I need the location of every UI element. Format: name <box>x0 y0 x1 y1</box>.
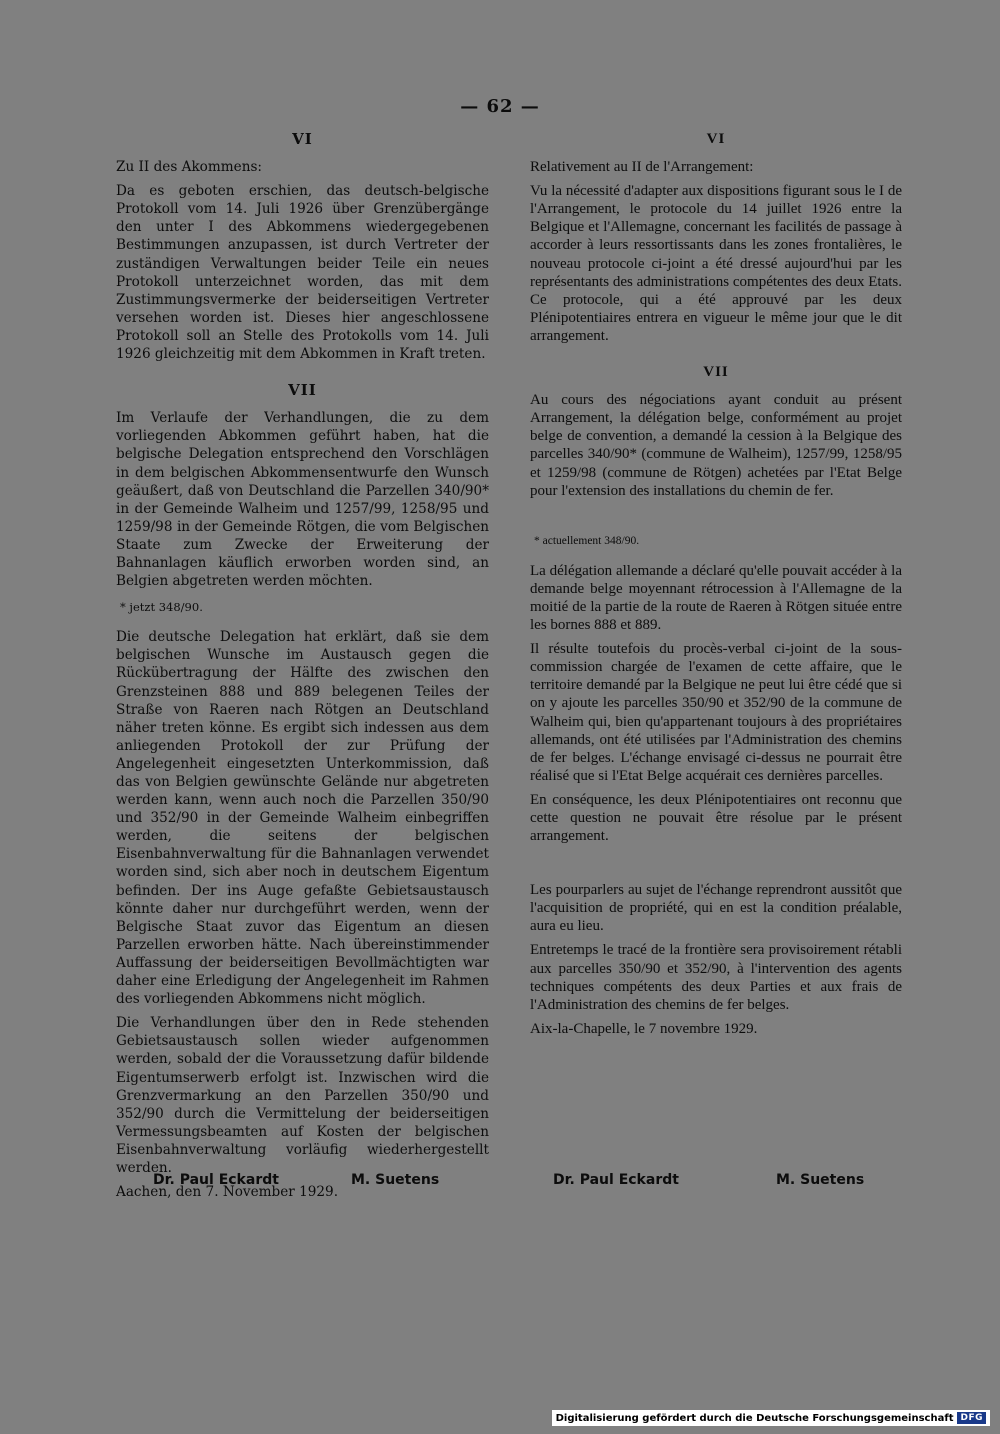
french-section-7-paragraph-3: Il résulte toutefois du procès-verbal ci-joint de la sous-commission chargée de l'examen de cette affaire, que le territoire demandé par la Belgique ne peut lui être cédé que si on y ajoute les parcelles 350/90 et 352/90 de la commune de Walheim qui, bien qu'appartenant toujours à des propriétaires allemands, ont été utilisées par l'Administration des chemins de fer belges. L'échange envisagé ci-dessus ne pourrait être réalisé que si l'Etat Belge acquérait ces dernières parcelles. <box>530 641 902 784</box>
german-section-7-paragraph-1: Im Verlaufe der Verhandlungen, die zu dem vorliegenden Abkommen geführt haben, hat die belgische Delegation entsprechend den Vorschlägen in dem belgischen Abkommensentwurfe den Wunsch geäußert, daß von Deutschland die Parzellen 340/90* in der Gemeinde Walheim und 1257/99, 1258/95 und 1259/98 in der Gemeinde Rötgen, die vom Belgischen Staate zum Zwecke der Erweiterung der Bahnanlagen käuflich erworben worden sind, an Belgien abgetreten werden möchten. <box>116 410 489 590</box>
german-section-7-title: VII <box>288 381 317 400</box>
french-section-7-paragraph-5: Les pourparlers au sujet de l'échange reprendront aussitôt que l'acquisition de propriété, qui en est la condition préalable, aura eu lieu. <box>530 882 902 935</box>
german-signature-suetens: M. Suetens <box>351 1172 440 1188</box>
german-section-6-intro: Zu II des Akommens: <box>116 159 263 176</box>
french-footnote: * actuellement 348/90. <box>534 534 640 547</box>
german-section-7-paragraph-3: Die Verhandlungen über den in Rede stehenden Gebietsaustausch sollen wieder aufgenommen werden, sobald der die Voraussetzung dafür bildende Eigentumserwerb erfolgt ist. Inzwischen wird die Grenzvermarkung an den Parzellen 350/90 und 352/90 durch die Vermittelung der beiderseitigen Vermessungsbeamten auf Kosten der belgischen Eisenbahnverwaltung vorläufig wiederhergestellt werden. <box>116 1015 489 1176</box>
german-date-line: Aachen, den 7. November 1929. <box>116 1184 339 1201</box>
french-section-6-title: VI <box>706 131 726 147</box>
dfg-logo: DFG <box>957 1412 986 1424</box>
french-section-7-paragraph-1: Au cours des négociations ayant conduit au présent Arrangement, la délégation belge, conformément au projet belge de convention, a demandé la cession à la Belgique des parcelles 340/90* (commune de Walheim), 1257/99, 1258/95 et 1259/98 (commune de Rötgen) achetées par l'Etat Belge pour l'extension des installations du chemin de fer. <box>530 392 902 499</box>
french-section-7-title: VII <box>703 364 729 381</box>
german-section-6-paragraph: Da es geboten erschien, das deutsch-belgische Protokoll vom 14. Juli 1926 über Grenzübergänge den unter I des Abkommens wiedergegebenen Bestimmungen anzupassen, ist durch Vertreter der zuständigen Verwaltungen beider Teile ein neues Protokoll unterzeichnet worden, das mit dem Zustimmungsvermerke der beiderseitigen Vertreter versehen worden ist. Dieses hier angeschlossene Protokoll soll an Stelle des Protokolls vom 14. Juli 1926 gleichzeitig mit dem Abkommen in Kraft treten. <box>116 183 489 363</box>
german-signature-eckardt: Dr. Paul Eckardt <box>153 1172 279 1188</box>
french-section-7-paragraph-2: La délégation allemande a déclaré qu'elle pouvait accéder à la demande belge moyennant rétrocession à l'Allemagne de la moitié de la partie de la route de Raeren à Rötgen située entre les bornes 888 et 889. <box>530 562 902 634</box>
french-section-6-paragraph: Vu la nécessité d'adapter aux dispositions figurant sous le I de l'Arrangement, le protocole du 14 juillet 1926 entre la Belgique et l'Allemagne, concernant les facilités de passage à accorder à leurs ressortissants dans les zones frontalières, le nouveau protocole ci-joint a été dressé aujourd'hui par les représentants des administrations compétentes des deux Etats. Ce protocole, qui a été approuvé par les deux Plénipotentiaires entrera en vigueur le même jour que le dit arrangement. <box>530 183 902 344</box>
french-section-7-paragraph-6: Entretemps le tracé de la frontière sera provisoirement rétabli aux parcelles 350/90 et 352/90, à l'intervention des agents techniques compétents des deux Parties et aux frais de l'Administration des chemins de fer belges. <box>530 942 902 1013</box>
german-section-6-title: VI <box>292 130 313 148</box>
funding-note <box>552 1410 990 1426</box>
french-column <box>530 130 902 1044</box>
page-number: — 62 — <box>460 96 540 117</box>
french-section-7-paragraph-4: En conséquence, les deux Plénipotentiaires ont reconnu que cette question ne pouvait être résolue par le présent arrangement. <box>530 791 902 845</box>
funding-text: Digitalisierung gefördert durch die Deutsche Forschungsgemeinschaft <box>555 1412 954 1424</box>
french-signature-eckardt: Dr. Paul Eckardt <box>553 1172 679 1188</box>
german-footnote: * jetzt 348/90. <box>120 600 203 615</box>
german-section-7-paragraph-2: Die deutsche Delegation hat erklärt, daß sie dem belgischen Wunsche im Austausch gegen die Rückübertragung der Hälfte des zwischen den Grenzsteinen 888 und 889 belegenen Teiles der Straße von Raeren nach Rötgen an Deutschland näher treten könne. Es ergibt sich indessen aus dem anliegenden Protokoll der zur Prüfung der Angelegenheit eingesetzten Unterkommission, daß das von Belgien gewünschte Gelände nur abgetreten werden kann, wenn auch noch die Parzellen 350/90 und 352/90 in der Gemeinde Walheim einbegriffen werden, die seitens der belgischen Eisenbahnverwaltung für die Bahnanlagen verwendet worden sind, sich aber noch in deutschem Eigentum befinden. Der ins Auge gefaßte Gebietsaustausch könnte daher nur durchgeführt werden, wenn der Belgische Staat zuvor das Eigentum an diesen Parzellen erworben hätte. Nach übereinstimmender Auffassung der beiderseitigen Bevollmächtigten war daher eine Erledigung der Angelegenheit im Rahmen des vorliegenden Abkommens nicht möglich. <box>116 629 489 1008</box>
german-column <box>116 130 489 1207</box>
french-section-6-intro: Relativement au II de l'Arrangement: <box>530 159 754 176</box>
french-date-line: Aix-la-Chapelle, le 7 novembre 1929. <box>530 1020 758 1037</box>
french-signature-suetens: M. Suetens <box>776 1172 865 1188</box>
